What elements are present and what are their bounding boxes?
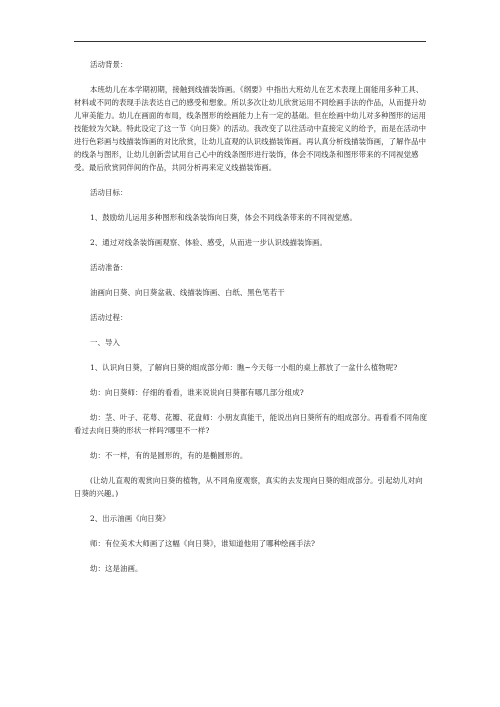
goal-item-1: 1、鼓励幼儿运用多种图形和线条装饰向日葵，体会不同线条带来的不同视觉感。 [90,213,357,222]
section-heading-goals: 活动目标： [90,188,128,197]
process-step-intro: 一、导入 [90,338,120,347]
process-paragraph-7: 幼：这是油画。 [90,564,143,573]
header-rule [74,41,426,42]
process-paragraph-2: 幼：向日葵师：仔细的看看，谁来说说向日葵都有哪几部分组成? [90,388,304,397]
document-body [74,58,430,585]
section-heading-preparation: 活动准备： [90,263,128,272]
section-heading-process: 活动过程： [90,313,128,322]
process-paragraph-4: 幼：不一样，有的是圆形的，有的是椭圆形的。 [90,451,248,460]
process-paragraph-6: 师：有位美术大师画了这幅《向日葵》，谁知道他用了哪种绘画手法? [90,539,316,548]
section-heading-background: 活动背景： [90,60,128,69]
background-paragraph: 本班幼儿在本学期初期，接触到线描装饰画。《纲要》中指出大班幼儿在艺术表现上面能用多种工具、材料或不同的表现手法表达自己的感受和想象。所以多次让幼儿欣赏运用不同绘画手法的作品，从而提升幼儿审美能力。幼儿在画面的布局，线条图形的绘画能力上有一定的基础。但在绘画中幼儿对多种图形的运用技能较为欠缺。特此设定了这一节《向日葵》的活动。我改变了以往活动中直接定义的给予，而是在活动中进行色彩画与线描装饰画的对比欣赏，让幼儿直观的认识线描装饰画。再认真分析线描装饰画，了解作品中的线条与图形，让幼儿创新尝试用自己心中的线条图形进行装饰，体会不同线条和图形带来的不同视觉感受。最后欣赏同伴间的作品，共同分析再来定义线描装饰画。 [74,85,427,172]
process-paragraph-1: 1、认识向日葵，了解向日葵的组成部分师：瞧~今天每一小组的桌上都放了一盆什么植物呢? [90,363,398,372]
process-paragraph-3: 幼：茎、叶子、花萼、花瓣、花盘师：小朋友真能干，能说出向日葵所有的组成部分。再看看不同角度看过去向日葵的形状一样吗?哪里不一样? [74,413,428,435]
preparation-materials: 油画向日葵、向日葵盆栽、线描装饰画、白纸、黑色笔若干 [90,288,285,297]
process-paragraph-5: (让幼儿直观的观赏向日葵的植物，从不同角度观察，真实的去发现向日葵的组成部分。引起幼儿对向日葵的兴趣。) [74,476,423,498]
process-step-2: 2、出示油画《向日葵》 [90,514,170,523]
goal-item-2: 2、通过对线条装饰画观察、体验、感受，从而进一步认识线描装饰画。 [90,238,328,247]
